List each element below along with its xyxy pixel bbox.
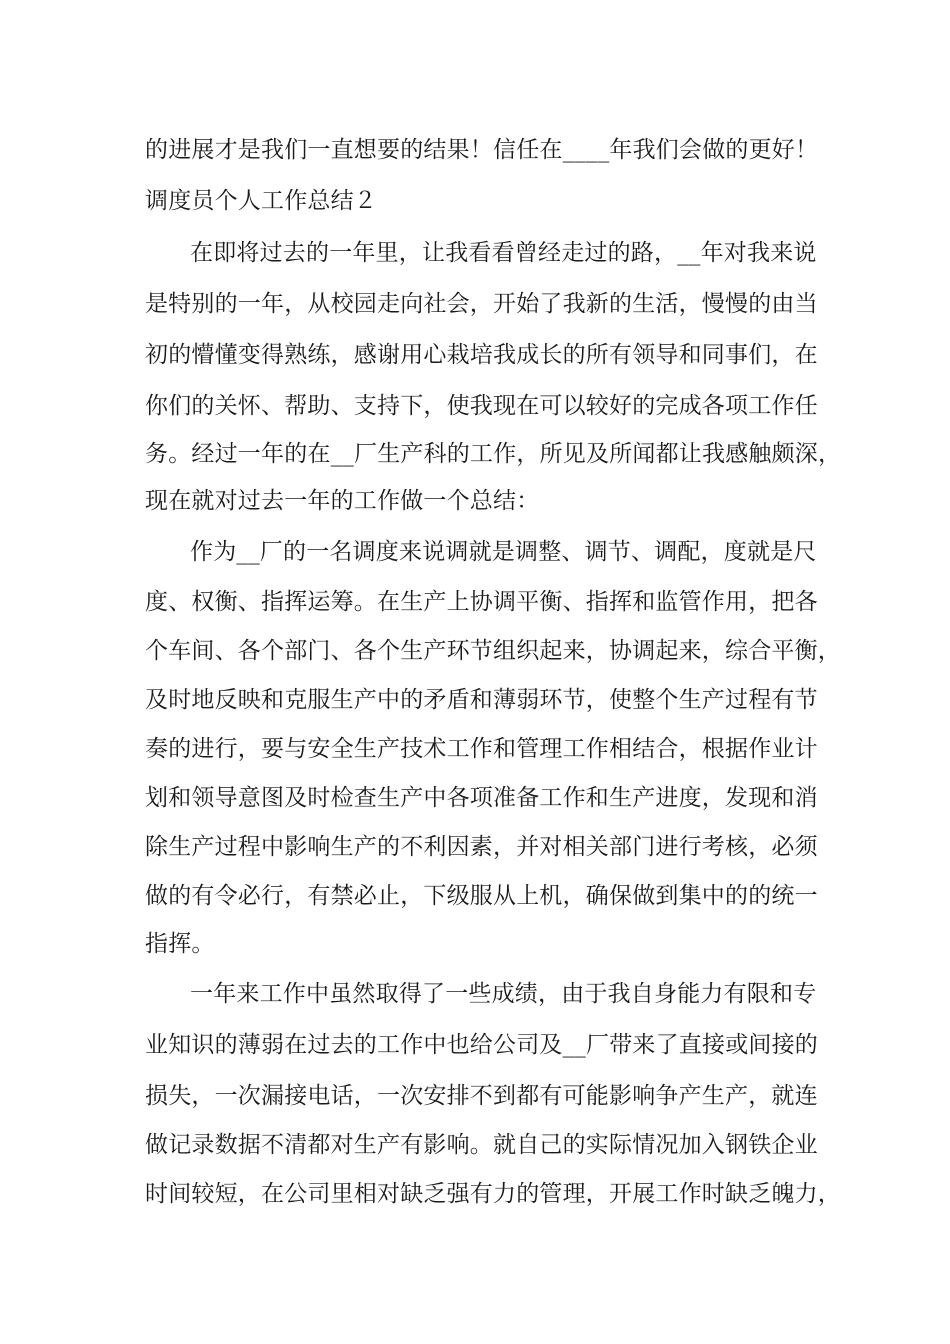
paragraph-line: 作为__厂的一名调度来说调就是调整、调节、调配，度就是尺 <box>190 539 817 565</box>
paragraph-line: 业知识的薄弱在过去的工作中也给公司及__厂带来了直接或间接的 <box>145 1032 818 1058</box>
paragraph-line: 时间较短，在公司里相对缺乏强有力的管理，开展工作时缺乏魄力， <box>145 1181 841 1207</box>
paragraph-line: 一年来工作中虽然取得了一些成绩，由于我自身能力有限和专 <box>190 981 817 1007</box>
paragraph-line: 划和领导意图及时检查生产中各项准备工作和生产进度，发现和消 <box>145 785 818 811</box>
paragraph-line: 做的有令必行，有禁必止，下级服从上机，确保做到集中的的统一 <box>145 883 818 909</box>
paragraph-line: 是特别的一年，从校园走向社会，开始了我新的生活，慢慢的由当 <box>145 291 818 317</box>
paragraph-line: 现在就对过去一年的工作做一个总结： <box>145 488 540 514</box>
paragraph-line: 度、权衡、指挥运筹。在生产上协调平衡、指挥和监管作用，把各 <box>145 589 818 615</box>
paragraph-line: 在即将过去的一年里，让我看看曾经走过的路，__年对我来说 <box>190 240 817 266</box>
section-heading: 调度员个人工作总结２ <box>145 188 377 214</box>
paragraph-line: 损失，一次漏接电话，一次安排不到都有可能影响争产生产，就连 <box>145 1083 818 1109</box>
paragraph-line: 做记录数据不清都对生产有影响。就自己的实际情况加入钢铁企业 <box>145 1132 818 1158</box>
paragraph-line: 奏的进行，要与安全生产技术工作和管理工作相结合，根据作业计 <box>145 736 818 762</box>
continuation-line: 的进展才是我们一直想要的结果！信任在____年我们会做的更好！ <box>145 137 819 163</box>
paragraph-line: 个车间、各个部门、各个生产环节组织起来，协调起来，综合平衡， <box>145 638 841 664</box>
paragraph-line: 除生产过程中影响生产的不利因素，并对相关部门进行考核，必须 <box>145 834 818 860</box>
paragraph-line: 及时地反映和克服生产中的矛盾和薄弱环节，使整个生产过程有节 <box>145 687 818 713</box>
paragraph-line: 初的懵懂变得熟练，感谢用心栽培我成长的所有领导和同事们，在 <box>145 342 818 368</box>
paragraph-line: 指挥。 <box>145 931 215 957</box>
paragraph-line: 你们的关怀、帮助、支持下，使我现在可以较好的完成各项工作任 <box>145 393 818 419</box>
paragraph-line: 务。经过一年的在__厂生产科的工作，所见及所闻都让我感触颇深， <box>145 441 842 467</box>
